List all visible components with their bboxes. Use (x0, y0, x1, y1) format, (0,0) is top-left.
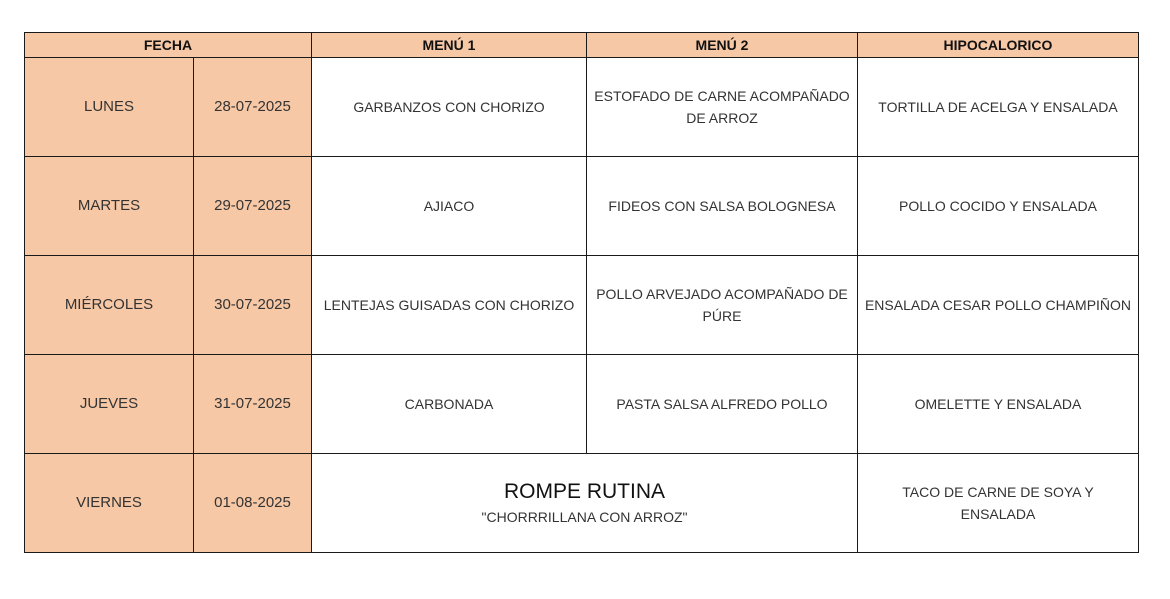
menu-1-cell: GARBANZOS CON CHORIZO (312, 58, 587, 157)
hipocalorico-cell: POLLO COCIDO Y ENSALADA (858, 157, 1139, 256)
table-row (25, 256, 1139, 355)
hipocalorico-cell: OMELETTE Y ENSALADA (858, 355, 1139, 454)
menu-1-cell: AJIACO (312, 157, 587, 256)
date-cell: 01-08-2025 (194, 454, 312, 553)
day-cell: VIERNES (25, 454, 194, 553)
menu-1-cell: LENTEJAS GUISADAS CON CHORIZO (312, 256, 587, 355)
weekly-menu-table (24, 32, 1139, 553)
menu-2-cell: POLLO ARVEJADO ACOMPAÑADO DE PÚRE (587, 256, 858, 355)
menu-2-cell: ESTOFADO DE CARNE ACOMPAÑADO DE ARROZ (587, 58, 858, 157)
table-row (25, 58, 1139, 157)
table-row (25, 454, 1139, 553)
special-menu-title: ROMPE RUTINA (503, 480, 665, 503)
table-row (25, 355, 1139, 454)
special-menu-cell (312, 454, 858, 553)
header-fecha: FECHA (25, 33, 312, 58)
menu-2-cell: FIDEOS CON SALSA BOLOGNESA (587, 157, 858, 256)
menu-2-cell: PASTA SALSA ALFREDO POLLO (587, 355, 858, 454)
header-row (25, 33, 1139, 58)
header-menu-2: MENÚ 2 (587, 33, 858, 58)
special-menu-subtitle: "CHORRRILLANA CON ARROZ" (481, 509, 688, 525)
header-menu-1: MENÚ 1 (312, 33, 587, 58)
hipocalorico-cell: TORTILLA DE ACELGA Y ENSALADA (858, 58, 1139, 157)
date-cell: 31-07-2025 (194, 355, 312, 454)
day-cell: JUEVES (25, 355, 194, 454)
day-cell: LUNES (25, 58, 194, 157)
date-cell: 30-07-2025 (194, 256, 312, 355)
day-cell: MARTES (25, 157, 194, 256)
day-cell: MIÉRCOLES (25, 256, 194, 355)
hipocalorico-cell: ENSALADA CESAR POLLO CHAMPIÑON (858, 256, 1139, 355)
date-cell: 29-07-2025 (194, 157, 312, 256)
table-row (25, 157, 1139, 256)
date-cell: 28-07-2025 (194, 58, 312, 157)
header-hipocalorico: HIPOCALORICO (858, 33, 1139, 58)
hipocalorico-cell: TACO DE CARNE DE SOYA Y ENSALADA (858, 454, 1139, 553)
menu-1-cell: CARBONADA (312, 355, 587, 454)
